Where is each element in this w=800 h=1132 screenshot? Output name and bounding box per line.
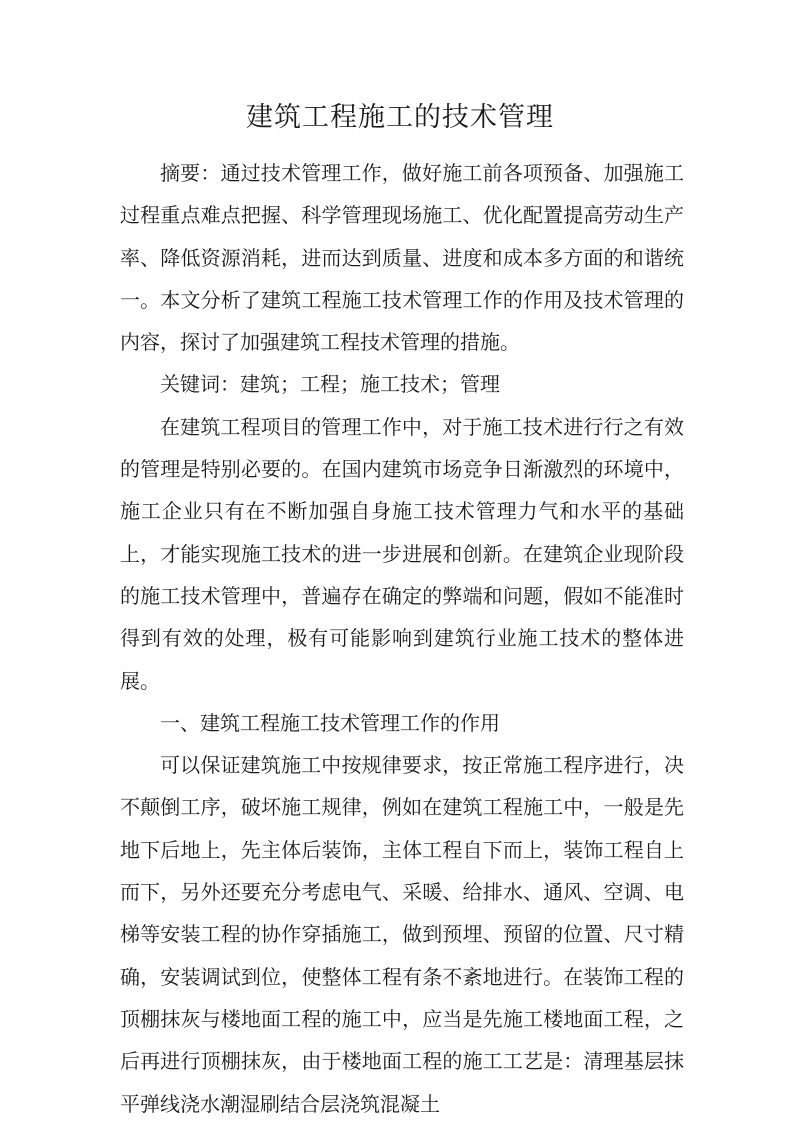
keywords-paragraph: 关键词：建筑；工程；施工技术；管理 [160, 372, 500, 397]
document-title: 建筑工程施工的技术管理 [246, 102, 554, 133]
section-heading: 一、建筑工程施工技术管理工作的作用 [160, 710, 500, 735]
intro-paragraph: 在建筑工程项目的管理工作中，对于施工技术进行行之有效的管理是特别必要的。在国内建筑市场竞争日渐激烈的环境中，施工企业只有在不断加强自身施工技术管理力气和水平的基础上，才能实现施工技术的进一步进展和创新。在建筑企业现阶段的施工技术管理中，普遍存在确定的弊端和问题，假如不能准时得到有效的处理，极有可能影响到建筑行业施工技术的整体进展。 [120, 414, 684, 693]
abstract-paragraph: 摘要：通过技术管理工作，做好施工前各项预备、加强施工过程重点难点把握、科学管理现场施工、优化配置提高劳动生产率、降低资源消耗，进而达到质量、进度和成本多方面的和谐统一。本文分析了建筑工程施工技术管理工作的作用及技术管理的内容，探讨了加强建筑工程技术管理的措施。 [120, 161, 684, 355]
section-body-paragraph: 可以保证建筑施工中按规律要求，按正常施工程序进行，决不颠倒工序，破坏施工规律，例如在建筑工程施工中，一般是先地下后地上，先主体后装饰，主体工程自下而上，装饰工程自上而下，另外还要充分考虑电气、采暖、给排水、通风、空调、电梯等安装工程的协作穿插施工，做到预埋、预留的位置、尺寸精确，安装调试到位，使整体工程有条不紊地进行。在装饰工程的顶棚抹灰与楼地面工程的施工中，应当是先施工楼地面工程，之后再进行顶棚抹灰，由于楼地面工程的施工工艺是：清理基层抹平弹线浇水潮湿刷结合层浇筑混凝土 [120, 753, 684, 1116]
document-body [120, 152, 684, 1125]
